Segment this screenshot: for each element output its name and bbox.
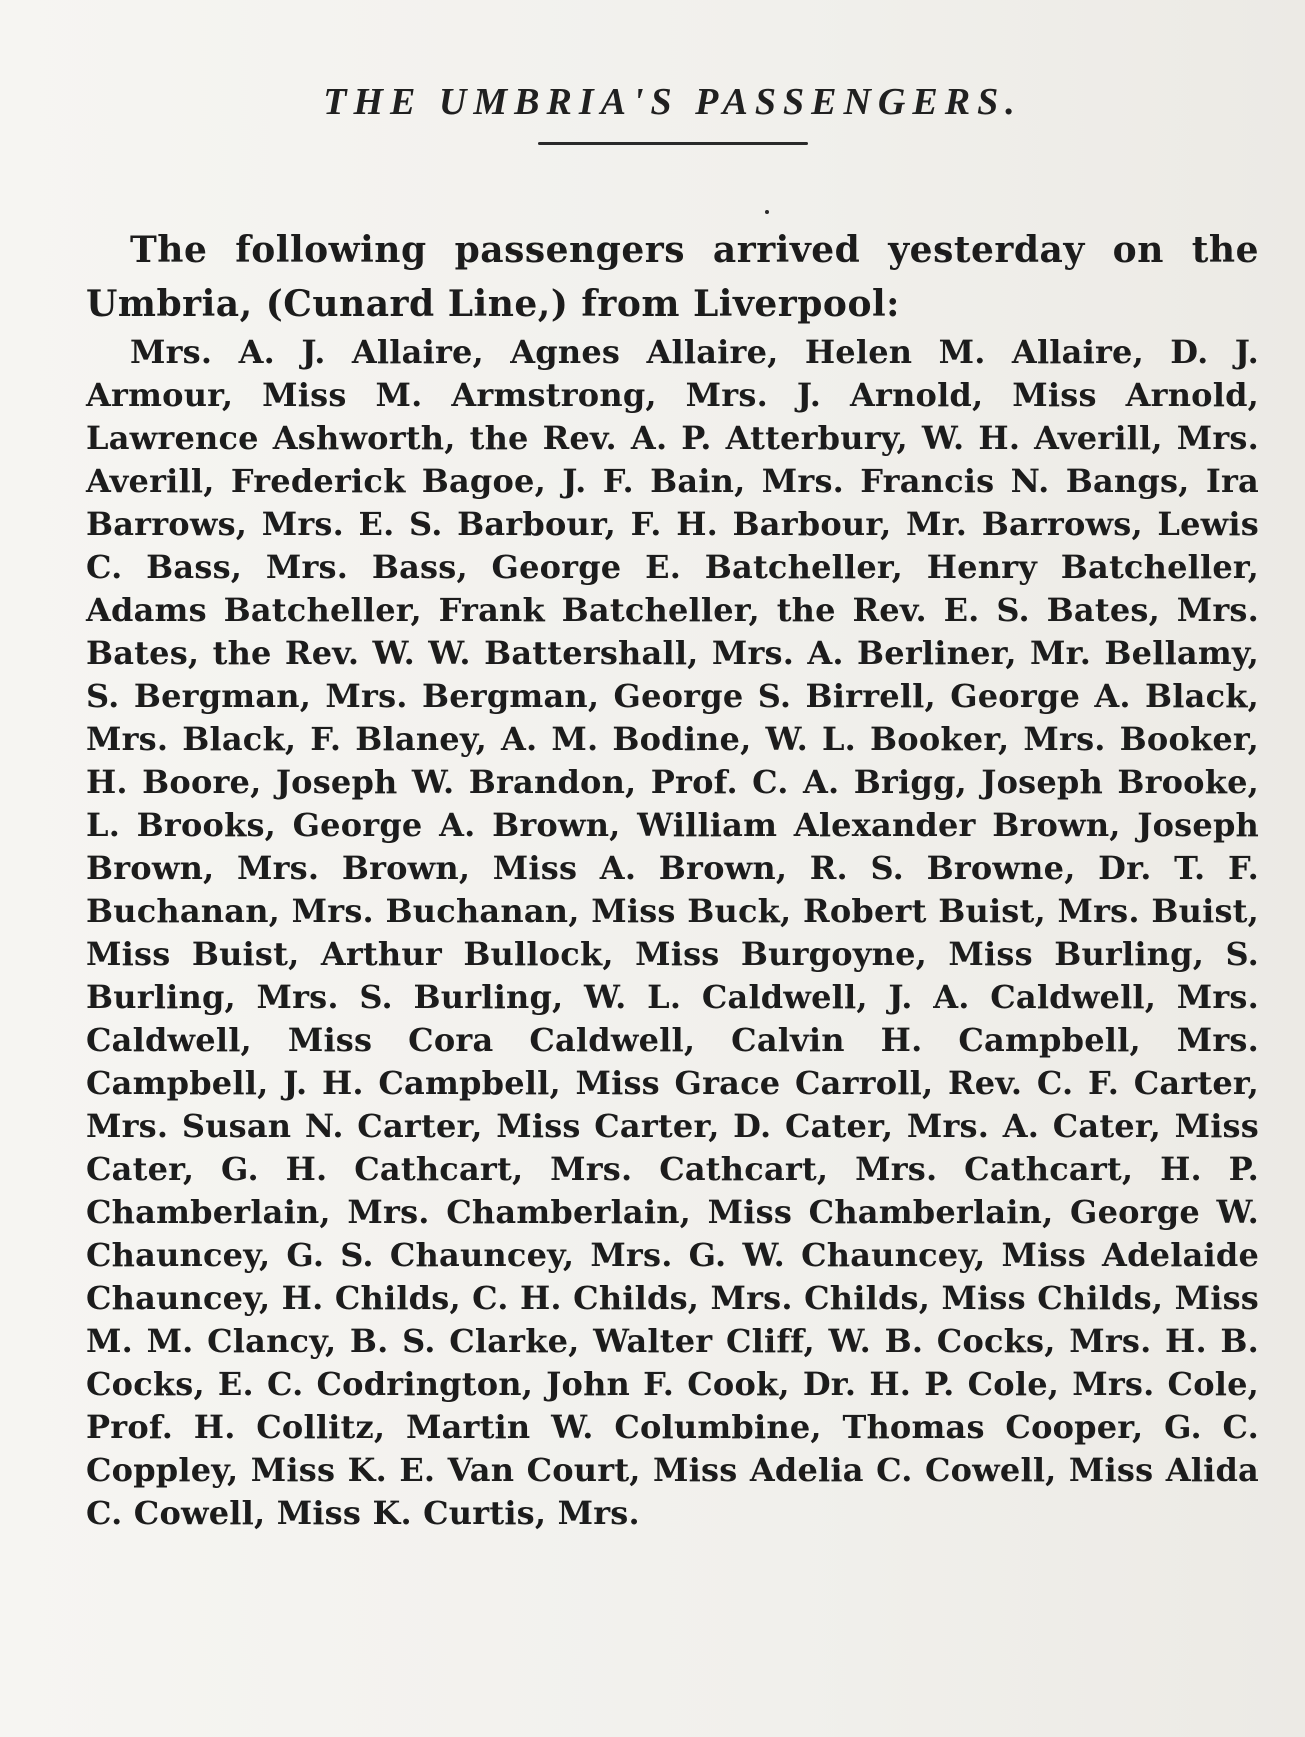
passenger-list: Mrs. A. J. Allaire, Agnes Allaire, Helen M. Allaire, D. J. Armour, Miss M. Armstrong, Mrs. J. Arnold, Miss Arnold, Lawrence Ashworth, the Rev. A. P. Atterbury, W. H. Averill, Mrs. Averill, Frederick Bagoe, J. F. Bain, Mrs. Francis N. Bangs, Ira Barrows, Mrs. E. S. Barbour, F. H. Barbour, Mr. Barrows, Lewis C. Bass, Mrs. Bass, George E. Batcheller, Henry Batcheller, Adams Batcheller, Frank Batcheller, the Rev. E. S. Bates, Mrs. Bates, the Rev. W. W. Battershall, Mrs. A. Berliner, Mr. Bellamy, S. Bergman, Mrs. Bergman, George S. Birrell, George A. Black, Mrs. Black, F. Blaney, A. M. Bodine, W. L. Booker, Mrs. Booker, H. Boore, Joseph W. Brandon, Prof. C. A. Brigg, Joseph Brooke, L. Brooks, George A. Brown, William Alexander Brown, Joseph Brown, Mrs. Brown, Miss A. Brown, R. S. Browne, Dr. T. F. Buchanan, Mrs. Buchanan, Miss Buck, Robert Buist, Mrs. Buist, Miss Buist, Arthur Bullock, Miss Burgoyne, Miss Burling, S. Burling, Mrs. S. Burling, W. L. Caldwell, J. A. Caldwell, Mrs. Caldwell, Miss Cora Caldwell, Calvin H. Campbell, Mrs. Campbell, J. H. Campbell, Miss Grace Carroll, Rev. C. F. Carter, Mrs. Susan N. Carter, Miss Carter, D. Cater, Mrs. A. Cater, Miss Cater, G. H. Cathcart, Mrs. Cathcart, Mrs. Cathcart, H. P. Chamberlain, Mrs. Chamberlain, Miss Chamberlain, George W. Chauncey, G. S. Chauncey, Mrs. G. W. Chauncey, Miss Adelaide Chauncey, H. Childs, C. H. Childs, Mrs. Childs, Miss Childs, Miss M. M. Clancy, B. S. Clarke, Walter Cliff, W. B. Cocks, Mrs. H. B. Cocks, E. C. Codrington, John F. Cook, Dr. H. P. Cole, Mrs. Cole, Prof. H. Collitz, Martin W. Columbine, Thomas Cooper, G. C. Coppley, Miss K. E. Van Court, Miss Adelia C. Cowell, Miss Alida C. Cowell, Miss K. Curtis, Mrs.: [86, 333, 1259, 1532]
article-intro: The following passengers arrived yesterday on the Umbria, (Cunard Line,) from Liverpool:: [86, 229, 1259, 325]
headline-rule: [538, 142, 808, 145]
print-speck: [765, 210, 769, 214]
newspaper-clipping: [80, 70, 1265, 1737]
article-headline: THE UMBRIA'S PASSENGERS.: [323, 81, 1022, 123]
